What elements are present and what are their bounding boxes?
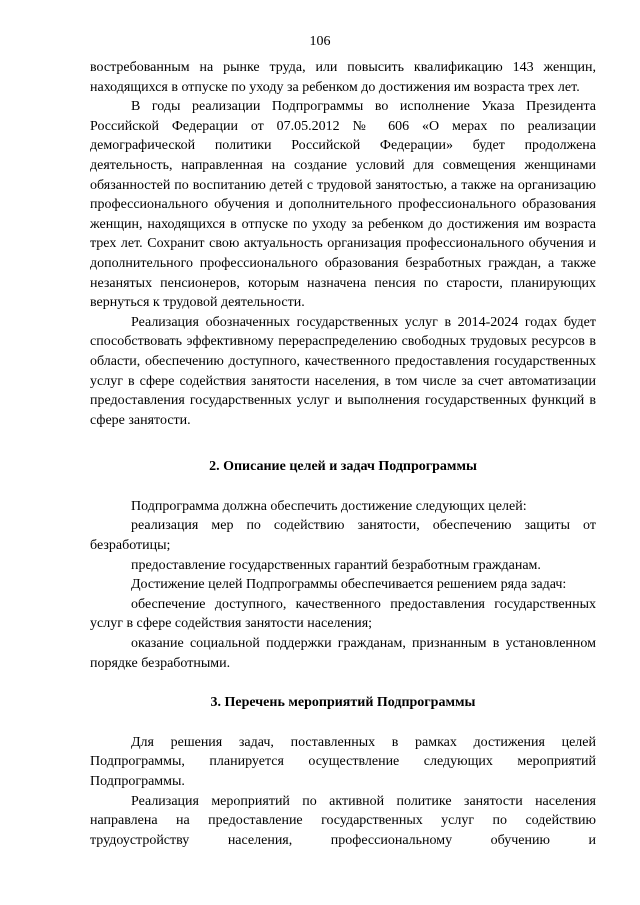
paragraph-measures-realization: Реализация мероприятий по активной политике занятости населения направлена на предоставление государственных услуг по содействию трудоустройству населения, профессиональному обучению и: [90, 793, 596, 848]
section-2-heading: 2. Описание целей и задач Подпрограммы: [209, 459, 477, 475]
paragraph-goal-1: реализация мер по содействию занятости, обеспечению защиты от безработицы;: [90, 518, 596, 554]
paragraph-task-1: обеспечение доступного, качественного предоставления государственных услуг в сфере содействия занятости населения;: [90, 596, 596, 632]
paragraph-task-2: оказание социальной поддержки гражданам, признанным в установленном порядке безработными.: [90, 636, 596, 671]
paragraph-program-years: В годы реализации Подпрограммы во исполнение Указа Президента Российской Федерации от 07.05.2012 № 606 «О мерах по реализации демографической политики Российской Федерации» будет продолжена деятельность, направленная на создание условий для совмещения женщинами обязанностей по воспитанию детей с трудовой занятостью, а также на организацию профессионального обучения и дополнительного профессионального образования женщин, находящихся в отпуске по уходу за ребенком до достижения им возраста трех лет. Сохранит свою актуальность организация профессионального обучения и дополнительного профессионального образования безработных граждан, а также незанятых пенсионеров, которым назначена пенсия по старости, планирующих вернуться к трудовой деятельности.: [90, 99, 596, 311]
section-3-heading: 3. Перечень мероприятий Подпрограммы: [210, 695, 476, 711]
paragraph-goals-intro: Подпрограмма должна обеспечить достижение следующих целей:: [131, 498, 527, 514]
paragraph-continued: востребованным на рынке труда, или повысить квалификацию 143 женщин, находящихся в отпуске по уходу за ребенком до достижения им возраста трех лет.: [90, 60, 596, 95]
paragraph-services-realization: Реализация обозначенных государственных услуг в 2014-2024 годах будет способствовать эффективному перераспределению свободных трудовых ресурсов в области, обеспечению доступного, качественного предоставления государственных услуг в сфере содействия занятости населения, в том числе за счет автоматизации предоставления государственных услуг и выполнения государственных функций в сфере занятости.: [90, 314, 596, 428]
document-body: [90, 58, 596, 850]
paragraph-tasks-intro: Достижение целей Подпрограммы обеспечивается решением ряда задач:: [131, 577, 567, 593]
paragraph-goal-2: предоставление государственных гарантий безработным гражданам.: [131, 557, 541, 573]
page-number: 106: [309, 34, 331, 49]
paragraph-measures-intro: Для решения задач, поставленных в рамках достижения целей Подпрограммы, планируется осуществление следующих мероприятий Подпрограммы.: [90, 734, 596, 789]
